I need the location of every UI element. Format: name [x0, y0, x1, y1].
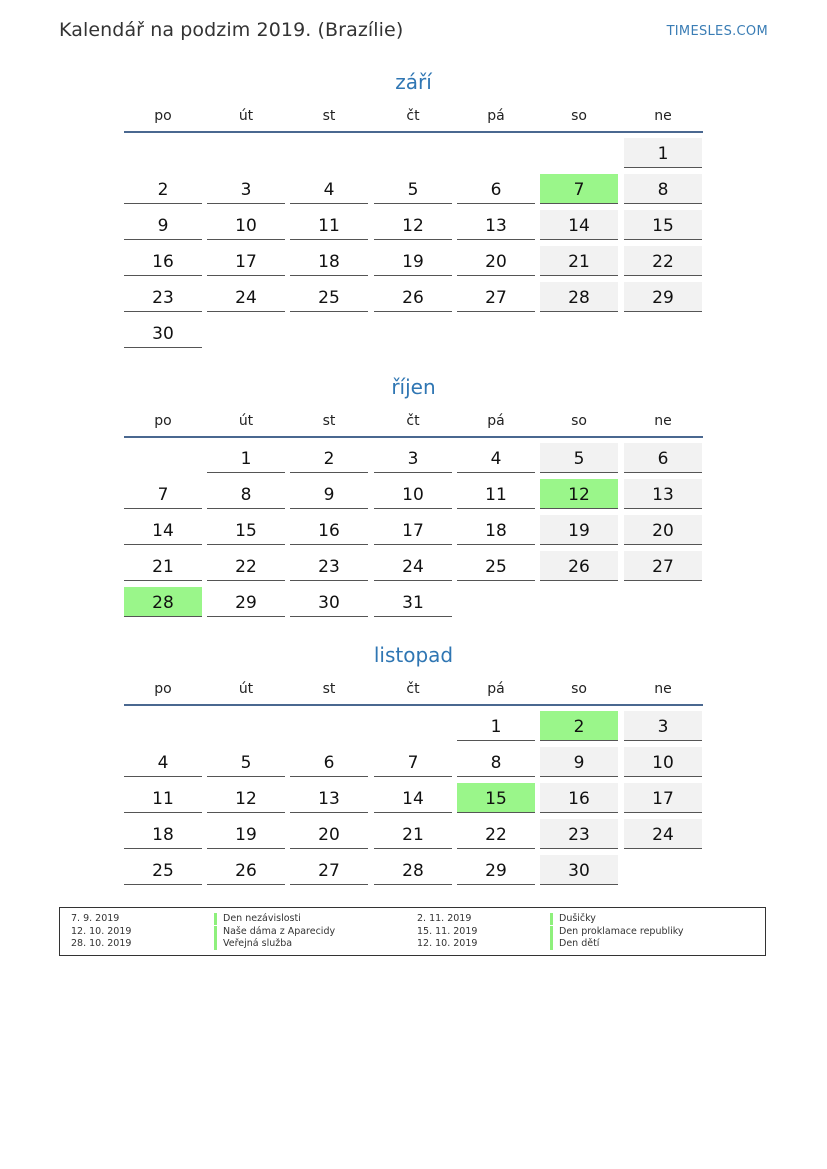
- day-cell[interactable]: 25: [124, 855, 202, 885]
- day-cell[interactable]: 15: [207, 515, 285, 545]
- holiday-day-cell[interactable]: 7: [540, 174, 618, 204]
- day-cell[interactable]: 8: [207, 479, 285, 509]
- day-cell[interactable]: 9: [124, 210, 202, 240]
- day-cell[interactable]: 14: [124, 515, 202, 545]
- day-cell[interactable]: 22: [624, 246, 702, 276]
- weekday-label: so: [571, 413, 587, 429]
- weekday-label: út: [238, 413, 254, 429]
- day-cell[interactable]: 17: [207, 246, 285, 276]
- day-cell[interactable]: 1: [457, 711, 535, 741]
- legend-date: 12. 10. 2019: [417, 938, 478, 949]
- weekday-label: st: [322, 108, 336, 124]
- day-cell[interactable]: 13: [290, 783, 368, 813]
- day-cell[interactable]: 10: [374, 479, 452, 509]
- legend-holiday-name: Den proklamace republiky: [550, 926, 684, 938]
- weekday-label: so: [571, 681, 587, 697]
- holiday-day-cell[interactable]: 2: [540, 711, 618, 741]
- day-cell[interactable]: 15: [624, 210, 702, 240]
- day-cell[interactable]: 22: [207, 551, 285, 581]
- day-cell[interactable]: 14: [374, 783, 452, 813]
- day-cell[interactable]: 19: [374, 246, 452, 276]
- day-cell[interactable]: 29: [457, 855, 535, 885]
- day-cell[interactable]: 30: [290, 587, 368, 617]
- weekday-label: st: [322, 681, 336, 697]
- weekday-label: ne: [654, 413, 672, 429]
- day-cell[interactable]: 28: [540, 282, 618, 312]
- day-cell[interactable]: 7: [374, 747, 452, 777]
- day-cell[interactable]: 29: [207, 587, 285, 617]
- weekday-header: [124, 681, 703, 701]
- day-cell[interactable]: 17: [624, 783, 702, 813]
- day-cell[interactable]: 27: [457, 282, 535, 312]
- weekday-label: út: [238, 681, 254, 697]
- header-divider: [124, 704, 703, 706]
- day-cell[interactable]: 18: [290, 246, 368, 276]
- day-cell[interactable]: 25: [290, 282, 368, 312]
- day-cell[interactable]: 26: [207, 855, 285, 885]
- day-cell[interactable]: 24: [374, 551, 452, 581]
- day-cell[interactable]: 25: [457, 551, 535, 581]
- weekday-label: po: [154, 681, 172, 697]
- weekday-label: pá: [487, 413, 505, 429]
- legend-date: 7. 9. 2019: [71, 913, 120, 924]
- day-cell[interactable]: 6: [457, 174, 535, 204]
- weekday-header: [124, 108, 703, 128]
- page-title: Kalendář na podzim 2019. (Brazílie): [59, 19, 404, 41]
- day-cell[interactable]: 20: [624, 515, 702, 545]
- weekday-label: ne: [654, 681, 672, 697]
- month-name: září: [395, 70, 432, 94]
- day-cell[interactable]: 6: [624, 443, 702, 473]
- day-cell[interactable]: 8: [457, 747, 535, 777]
- day-cell[interactable]: 21: [540, 246, 618, 276]
- day-cell[interactable]: 4: [457, 443, 535, 473]
- day-cell[interactable]: 11: [290, 210, 368, 240]
- day-cell[interactable]: 14: [540, 210, 618, 240]
- weekday-label: út: [238, 108, 254, 124]
- day-cell[interactable]: 23: [290, 551, 368, 581]
- day-cell[interactable]: 20: [457, 246, 535, 276]
- weekday-label: čt: [406, 681, 420, 697]
- holiday-day-cell[interactable]: 12: [540, 479, 618, 509]
- day-cell[interactable]: 4: [124, 747, 202, 777]
- legend-date: 28. 10. 2019: [71, 938, 132, 949]
- day-cell[interactable]: 2: [290, 443, 368, 473]
- day-cell[interactable]: 26: [540, 551, 618, 581]
- day-cell[interactable]: 5: [207, 747, 285, 777]
- day-cell[interactable]: 27: [290, 855, 368, 885]
- day-cell[interactable]: 5: [540, 443, 618, 473]
- day-cell[interactable]: 17: [374, 515, 452, 545]
- legend-holiday-name: Naše dáma z Aparecidy: [214, 926, 335, 938]
- day-cell[interactable]: 16: [540, 783, 618, 813]
- day-cell[interactable]: 27: [624, 551, 702, 581]
- day-cell[interactable]: 21: [374, 819, 452, 849]
- weekday-label: pá: [487, 108, 505, 124]
- weekday-label: so: [571, 108, 587, 124]
- day-cell[interactable]: 12: [374, 210, 452, 240]
- day-cell[interactable]: 18: [124, 819, 202, 849]
- holiday-day-cell[interactable]: 15: [457, 783, 535, 813]
- day-cell[interactable]: 30: [540, 855, 618, 885]
- day-cell[interactable]: 19: [540, 515, 618, 545]
- header-divider: [124, 131, 703, 133]
- day-cell[interactable]: 24: [207, 282, 285, 312]
- header-divider: [124, 436, 703, 438]
- day-cell[interactable]: 29: [624, 282, 702, 312]
- weekday-label: čt: [406, 108, 420, 124]
- day-cell[interactable]: 26: [374, 282, 452, 312]
- day-cell[interactable]: 22: [457, 819, 535, 849]
- day-cell[interactable]: 20: [290, 819, 368, 849]
- day-cell[interactable]: 23: [540, 819, 618, 849]
- day-cell[interactable]: 12: [207, 783, 285, 813]
- weekday-label: po: [154, 108, 172, 124]
- legend-holiday-name: Veřejná služba: [214, 938, 292, 950]
- weekday-label: pá: [487, 681, 505, 697]
- day-cell[interactable]: 8: [624, 174, 702, 204]
- month-name: říjen: [391, 375, 436, 399]
- month-name: listopad: [373, 643, 454, 667]
- day-cell[interactable]: 11: [124, 783, 202, 813]
- legend-date: 12. 10. 2019: [71, 925, 132, 937]
- day-cell[interactable]: 10: [624, 747, 702, 777]
- day-cell[interactable]: 5: [374, 174, 452, 204]
- day-cell[interactable]: 28: [374, 855, 452, 885]
- day-cell[interactable]: 1: [624, 138, 702, 168]
- day-cell[interactable]: 1: [207, 443, 285, 473]
- weekday-header: [124, 413, 703, 433]
- day-cell[interactable]: 18: [457, 515, 535, 545]
- holiday-day-cell[interactable]: 28: [124, 587, 202, 617]
- day-cell[interactable]: 10: [207, 210, 285, 240]
- day-cell[interactable]: 9: [540, 747, 618, 777]
- day-cell[interactable]: 3: [374, 443, 452, 473]
- holiday-legend: [59, 907, 766, 956]
- day-cell[interactable]: 23: [124, 282, 202, 312]
- brand-link[interactable]: TIMESLES.COM: [666, 24, 768, 39]
- day-cell[interactable]: 7: [124, 479, 202, 509]
- day-cell[interactable]: 11: [457, 479, 535, 509]
- weekday-label: st: [322, 413, 336, 429]
- day-cell[interactable]: 24: [624, 819, 702, 849]
- day-cell[interactable]: 6: [290, 747, 368, 777]
- legend-holiday-name: Den nezávislosti: [214, 913, 301, 925]
- weekday-label: čt: [406, 413, 420, 429]
- day-cell[interactable]: 3: [624, 711, 702, 741]
- day-cell[interactable]: 19: [207, 819, 285, 849]
- legend-date: 15. 11. 2019: [417, 925, 478, 937]
- legend-holiday-name: Dušičky: [550, 913, 596, 925]
- legend-date: 2. 11. 2019: [417, 913, 472, 924]
- day-cell[interactable]: 16: [290, 515, 368, 545]
- day-cell[interactable]: 30: [124, 318, 202, 348]
- weekday-label: po: [154, 413, 172, 429]
- day-cell[interactable]: 3: [207, 174, 285, 204]
- day-cell[interactable]: 2: [124, 174, 202, 204]
- day-cell[interactable]: 13: [457, 210, 535, 240]
- day-cell[interactable]: 31: [374, 587, 452, 617]
- day-cell[interactable]: 4: [290, 174, 368, 204]
- weekday-label: ne: [654, 108, 672, 124]
- day-cell[interactable]: 13: [624, 479, 702, 509]
- day-cell[interactable]: 16: [124, 246, 202, 276]
- day-cell[interactable]: 9: [290, 479, 368, 509]
- legend-holiday-name: Den dětí: [550, 938, 599, 950]
- day-cell[interactable]: 21: [124, 551, 202, 581]
